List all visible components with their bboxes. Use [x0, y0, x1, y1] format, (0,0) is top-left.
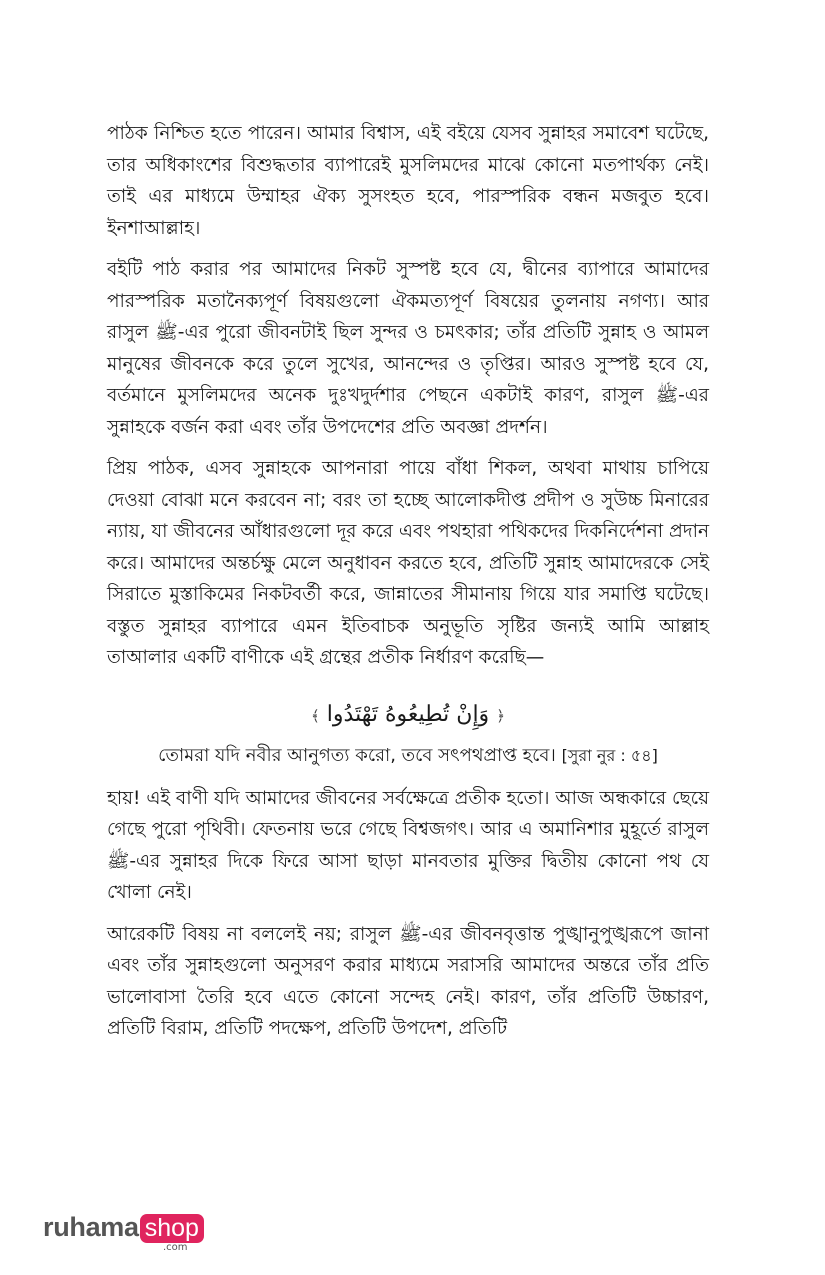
- verse-text: وَإِنْ تُطِيعُوهُ تَهْتَدُوا: [326, 701, 490, 727]
- verse-close-bracket: ﴾: [311, 706, 320, 725]
- logo-domain: .com: [163, 1242, 188, 1253]
- paragraph-2: বইটি পাঠ করার পর আমাদের নিকট সুস্পষ্ট হবে যে, দ্বীনের ব্যাপারে আমাদের পারস্পরিক মতানৈক্যপূর্ণ বিষয়গুলো ঐকমত্যপূর্ণ বিষয়ের তুলনায় নগণ্য। আর রাসুল ﷺ-এর পুরো জীবনটাই ছিল সুন্দর ও চমৎকার; তাঁর প্রতিটি সুন্নাহ ও আমল মানুষের জীবনকে করে তুলে সুখের, আনন্দের ও তৃপ্তির। আরও সুস্পষ্ট হবে যে, বর্তমানে মুসলিমদের অনেক দুঃখদুর্দশার পেছনে একটাই কারণ, রাসুল ﷺ-এর সুন্নাহকে বর্জন করা এবং তাঁর উপদেশের প্রতি অবজ্ঞা প্রদর্শন।: [107, 259, 709, 438]
- verse-open-bracket: ﴿: [496, 706, 505, 725]
- verse-translation: [107, 741, 709, 771]
- translation-text: তোমরা যদি নবীর আনুগত্য করো, তবে সৎপথপ্রাপ্ত হবে।: [158, 744, 556, 766]
- ruhamashop-logo: [43, 1212, 204, 1253]
- paragraph-4: হায়! এই বাণী যদি আমাদের জীবনের সর্বক্ষেত্রে প্রতীক হতো। আজ অন্ধকারে ছেয়ে গেছে পুরো পৃথিবী। ফেতনায় ভরে গেছে বিশ্বজগৎ। আর এ অমানিশার মুহূর্তে রাসুল ﷺ-এর সুন্নাহর দিকে ফিরে আসা ছাড়া মানবতার মুক্তির দ্বিতীয় কোনো পথ যে খোলা নেই।: [107, 787, 709, 903]
- paragraph-5: আরেকটি বিষয় না বললেই নয়; রাসুল ﷺ-এর জীবনবৃত্তান্ত পুঙ্খানুপুঙ্খরূপে জানা এবং তাঁর সুন্নাহগুলো অনুসরণ করার মাধ্যমে সরাসরি আমাদের অন্তরে তাঁর প্রতি ভালোবাসা তৈরি হবে এতে কোনো সন্দেহ নেই। কারণ, তাঁর প্রতিটি উচ্চারণ, প্রতিটি বিরাম, প্রতিটি পদক্ষেপ, প্রতিটি উপদেশ, প্রতিটি: [107, 923, 709, 1039]
- paragraph-3: প্রিয় পাঠক, এসব সুন্নাহকে আপনারা পায়ে বাঁধা শিকল, অথবা মাথায় চাপিয়ে দেওয়া বোঝা মনে করবেন না; বরং তা হচ্ছে আলোকদীপ্ত প্রদীপ ও সুউচ্চ মিনারের ন্যায়, যা জীবনের আঁধারগুলো দূর করে এবং পথহারা পথিকদের দিকনির্দেশনা প্রদান করে। আমাদের অন্তর্চক্ষু মেলে অনুধাবন করতে হবে, প্রতিটি সুন্নাহ আমাদেরকে সেই সিরাতে মুস্তাকিমের নিকটবর্তী করে, জান্নাতের সীমানায় গিয়ে যার সমাপ্তি ঘটেছে। বস্তুত সুন্নাহর ব্যাপারে এমন ইতিবাচক অনুভূতি সৃষ্টির জন্যই আমি আল্লাহ তাআলার একটি বাণীকে এই গ্রন্থের প্রতীক নির্ধারণ করেছি—: [107, 458, 709, 668]
- page-body: [107, 118, 709, 1055]
- verse-reference: [সুরা নুর : ৫৪]: [561, 745, 658, 765]
- logo-brand-text: ruhama: [43, 1212, 139, 1242]
- logo-shop-badge: shop: [140, 1214, 204, 1243]
- quran-verse: [107, 702, 709, 727]
- paragraph-1: পাঠক নিশ্চিত হতে পারেন। আমার বিশ্বাস, এই বইয়ে যেসব সুন্নাহর সমাবেশ ঘটেছে, তার অধিকাংশের বিশুদ্ধতার ব্যাপারেই মুসলিমদের মাঝে কোনো মতপার্থক্য নেই। তাই এর মাধ্যমে উম্মাহর ঐক্য সুসংহত হবে, পারস্পরিক বন্ধন মজবুত হবে। ইনশাআল্লাহ।: [107, 123, 709, 239]
